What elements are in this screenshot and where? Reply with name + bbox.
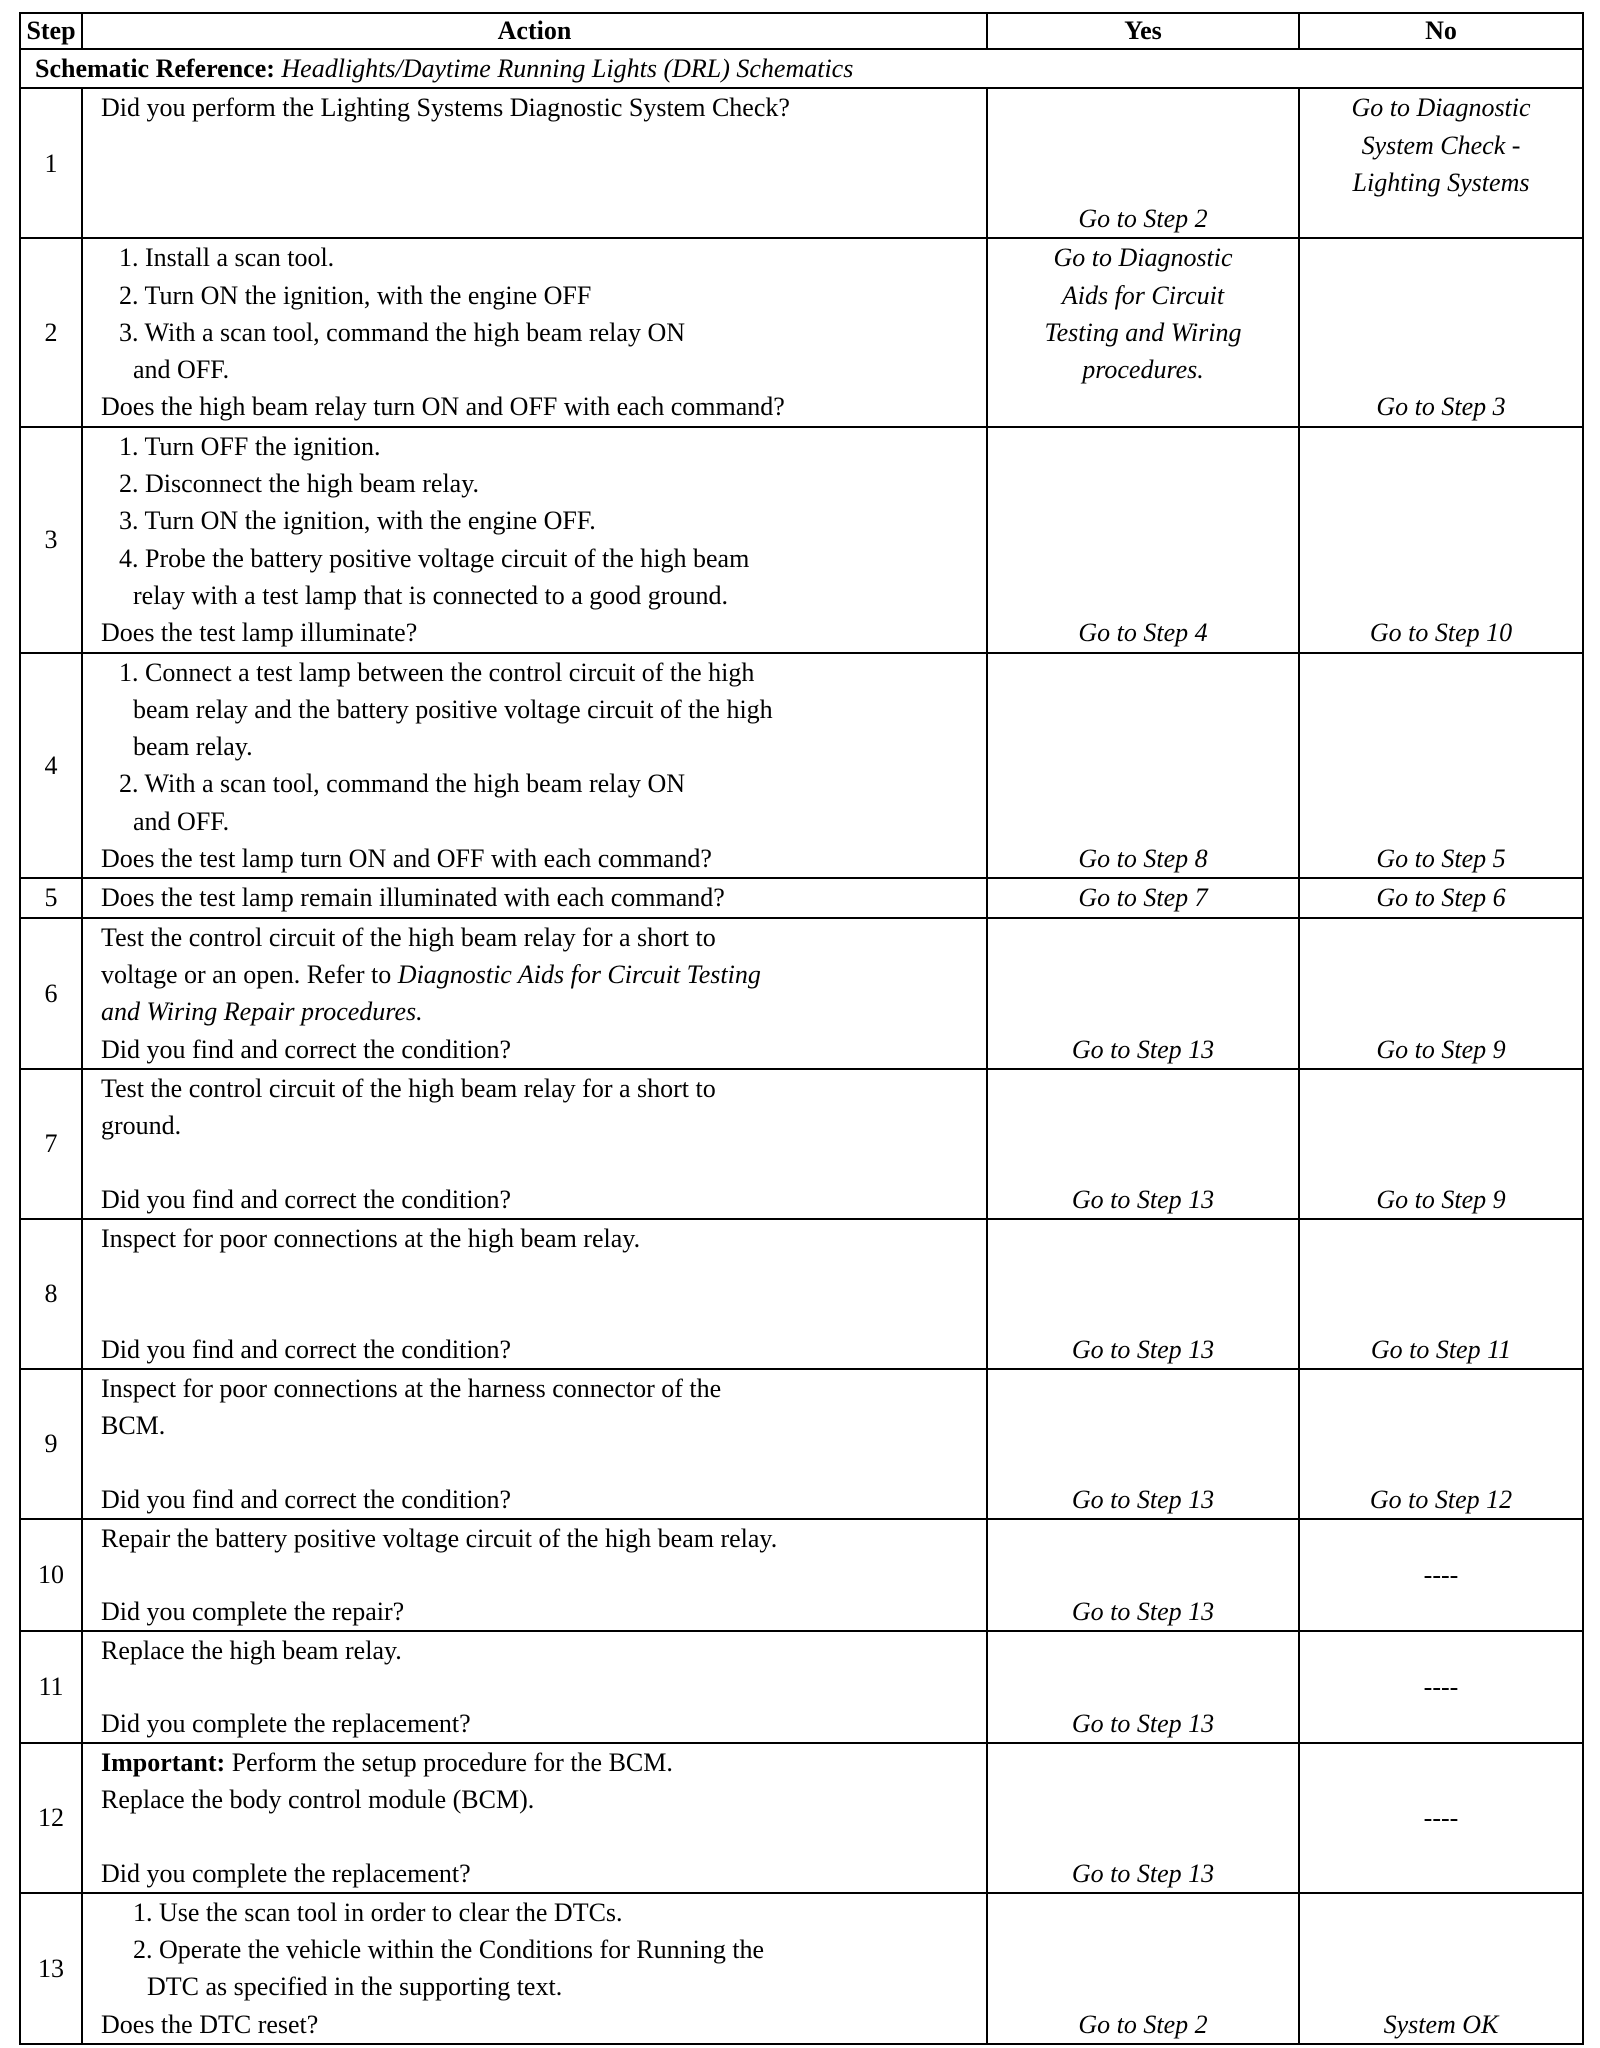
question-text: Does the high beam relay turn ON and OFF with each command?: [101, 392, 785, 422]
no-link: Go to Step 5: [1376, 844, 1506, 874]
yes-link-line: procedures.: [1082, 355, 1204, 385]
yes-link: Go to Step 7: [1078, 883, 1208, 913]
action-cell: [82, 918, 987, 1069]
question-text: Did you find and correct the condition?: [101, 1184, 512, 1214]
yes-link-line: Testing and Wiring: [1044, 317, 1242, 347]
no-cell: [1299, 653, 1583, 879]
yes-cell: [987, 1069, 1299, 1219]
yes-link-line: Aids for Circuit: [1061, 280, 1225, 310]
no-link: Go to Step 10: [1369, 618, 1513, 648]
action-line: [101, 956, 980, 993]
table-row: [20, 918, 1583, 1069]
no-link-line: Lighting Systems: [1352, 167, 1530, 197]
yes-cell: [987, 878, 1299, 917]
table-row: [20, 1893, 1583, 2044]
important-label: Important:: [101, 1747, 226, 1777]
step-number: 2: [20, 238, 82, 426]
table-row: [20, 1519, 1583, 1631]
table-row: [20, 1219, 1583, 1369]
no-link: ----: [1423, 1560, 1459, 1590]
schematic-value: Headlights/Daytime Running Lights (DRL) Schematics: [281, 54, 854, 83]
yes-link: Go to Step 4: [1078, 618, 1208, 648]
table-row: [20, 1069, 1583, 1219]
question-text: Did you find and correct the condition?: [101, 1034, 512, 1064]
action-line: 3. With a scan tool, command the high beam relay ON: [119, 317, 685, 347]
no-cell: [1299, 88, 1583, 238]
no-link: Go to Step 9: [1376, 1034, 1506, 1064]
yes-link: Go to Step 2: [1078, 2009, 1208, 2039]
action-line: Test the control circuit of the high beam relay for a short to: [101, 922, 716, 952]
action-cell: [82, 1069, 987, 1219]
action-line: Replace the body control module (BCM).: [101, 1785, 535, 1815]
schematic-label: Schematic Reference:: [35, 54, 275, 83]
no-cell: [1299, 878, 1583, 917]
no-cell: [1299, 427, 1583, 653]
no-link: Go to Step 12: [1369, 1484, 1513, 1514]
table-row: [20, 238, 1583, 426]
action-line: 1. Use the scan tool in order to clear the DTCs.: [133, 1897, 623, 1927]
schematic-row: [20, 49, 1583, 88]
action-cell: [82, 1743, 987, 1893]
reference-link: and Wiring Repair procedures.: [101, 997, 423, 1027]
action-line: relay with a test lamp that is connected to a good ground.: [133, 580, 728, 610]
action-line: and OFF.: [133, 806, 230, 836]
action-line: Inspect for poor connections at the harness connector of the: [101, 1373, 722, 1403]
action-line: Test the control circuit of the high beam relay for a short to: [101, 1073, 716, 1103]
yes-link: Go to Step 13: [1071, 1184, 1215, 1214]
action-cell: [82, 1893, 987, 2044]
no-link-line: Go to Diagnostic: [1351, 93, 1531, 123]
action-line: BCM.: [101, 1411, 166, 1441]
action-cell: [82, 238, 987, 426]
step-number: 10: [20, 1519, 82, 1631]
action-cell: [82, 88, 987, 238]
question-text: Did you complete the repair?: [101, 1596, 405, 1626]
action-line: 2. With a scan tool, command the high beam relay ON: [119, 769, 685, 799]
question-text: Did you find and correct the condition?: [101, 1484, 512, 1514]
yes-link: Go to Step 13: [1071, 1858, 1215, 1888]
header-action: Action: [82, 13, 987, 49]
action-line: 2. Operate the vehicle within the Conditions for Running the: [133, 1935, 765, 1965]
action-cell: [82, 1219, 987, 1369]
no-link: ----: [1423, 1672, 1459, 1702]
yes-cell: [987, 1893, 1299, 2044]
table-row: [20, 878, 1583, 917]
no-link: Go to Step 3: [1376, 392, 1506, 422]
yes-link: Go to Step 13: [1071, 1708, 1215, 1738]
step-number: 6: [20, 918, 82, 1069]
step-number: 5: [20, 878, 82, 917]
yes-cell: [987, 653, 1299, 879]
action-line: [101, 1744, 980, 1781]
action-cell: [82, 427, 987, 653]
no-cell: [1299, 1519, 1583, 1631]
action-line: Replace the high beam relay.: [101, 1635, 402, 1665]
action-line: 1. Turn OFF the ignition.: [119, 431, 381, 461]
no-cell: [1299, 238, 1583, 426]
action-line: Repair the battery positive voltage circuit of the high beam relay.: [101, 1523, 778, 1553]
step-number: 4: [20, 653, 82, 879]
step-number: 9: [20, 1369, 82, 1519]
yes-link-line: Go to Diagnostic: [1053, 243, 1233, 273]
no-link: System OK: [1383, 2009, 1499, 2039]
step-number: 7: [20, 1069, 82, 1219]
table-row: [20, 1369, 1583, 1519]
action-cell: [82, 1519, 987, 1631]
important-text: Perform the setup procedure for the BCM.: [225, 1747, 673, 1777]
yes-link: Go to Step 13: [1071, 1034, 1215, 1064]
step-number: 8: [20, 1219, 82, 1369]
question-text: Did you perform the Lighting Systems Diagnostic System Check?: [101, 93, 790, 123]
question-text: Did you complete the replacement?: [101, 1708, 471, 1738]
table-row: [20, 653, 1583, 879]
table-row: [20, 88, 1583, 238]
action-line: ground.: [101, 1111, 182, 1141]
yes-cell: [987, 1519, 1299, 1631]
question-text: Does the test lamp turn ON and OFF with each command?: [101, 844, 712, 874]
header-no: No: [1299, 13, 1583, 49]
header-yes: Yes: [987, 13, 1299, 49]
action-line: beam relay and the battery positive voltage circuit of the high: [133, 694, 773, 724]
reference-link: Diagnostic Aids for Circuit Testing: [397, 959, 761, 989]
question-text: Did you find and correct the condition?: [101, 1334, 512, 1364]
no-cell: [1299, 1893, 1583, 2044]
yes-link: Go to Step 13: [1071, 1484, 1215, 1514]
no-cell: [1299, 1743, 1583, 1893]
yes-cell: [987, 238, 1299, 426]
action-line: Inspect for poor connections at the high beam relay.: [101, 1223, 641, 1253]
step-number: 13: [20, 1893, 82, 2044]
yes-link: Go to Step 2: [1078, 204, 1208, 233]
action-line: 3. Turn ON the ignition, with the engine OFF.: [119, 506, 596, 536]
table-row: [20, 1631, 1583, 1743]
action-line: 1. Install a scan tool.: [119, 243, 335, 273]
action-line: 4. Probe the battery positive voltage circuit of the high beam: [119, 543, 750, 573]
no-link: Go to Step 9: [1376, 1184, 1506, 1214]
yes-link: Go to Step 13: [1071, 1334, 1215, 1364]
question-text: Does the test lamp remain illuminated with each command?: [101, 883, 725, 913]
no-cell: [1299, 1631, 1583, 1743]
no-cell: [1299, 918, 1583, 1069]
action-cell: [82, 878, 987, 917]
table-row: [20, 427, 1583, 653]
no-link: Go to Step 6: [1376, 883, 1506, 913]
action-line: 2. Disconnect the high beam relay.: [119, 469, 480, 499]
diagnostic-table: [19, 12, 1584, 2045]
question-text: Does the DTC reset?: [101, 2009, 319, 2039]
yes-link: Go to Step 13: [1071, 1596, 1215, 1626]
yes-cell: [987, 1631, 1299, 1743]
step-number: 12: [20, 1743, 82, 1893]
no-cell: [1299, 1069, 1583, 1219]
yes-cell: [987, 918, 1299, 1069]
no-cell: [1299, 1369, 1583, 1519]
header-row: [20, 13, 1583, 49]
action-cell: [82, 653, 987, 879]
table-row: [20, 1743, 1583, 1893]
yes-cell: [987, 88, 1299, 238]
no-link: Go to Step 11: [1370, 1334, 1512, 1364]
no-link-line: System Check -: [1361, 130, 1521, 160]
action-line: 2. Turn ON the ignition, with the engine OFF: [119, 280, 592, 310]
action-line: and OFF.: [133, 355, 230, 385]
yes-cell: [987, 1219, 1299, 1369]
action-line: 1. Connect a test lamp between the control circuit of the high: [119, 657, 755, 687]
yes-link: Go to Step 8: [1078, 844, 1208, 874]
header-step: Step: [20, 13, 82, 49]
action-line: beam relay.: [133, 732, 253, 762]
yes-cell: [987, 1743, 1299, 1893]
step-number: 11: [20, 1631, 82, 1743]
schematic-reference: [20, 49, 1583, 88]
action-line: DTC as specified in the supporting text.: [147, 1972, 563, 2002]
no-link: ----: [1423, 1803, 1459, 1833]
action-cell: [82, 1369, 987, 1519]
step-number: 1: [20, 88, 82, 238]
yes-cell: [987, 427, 1299, 653]
no-cell: [1299, 1219, 1583, 1369]
step-number: 3: [20, 427, 82, 653]
yes-cell: [987, 1369, 1299, 1519]
question-text: Did you complete the replacement?: [101, 1858, 471, 1888]
refer-text: voltage or an open. Refer to: [101, 959, 398, 989]
question-text: Does the test lamp illuminate?: [101, 618, 418, 648]
action-cell: [82, 1631, 987, 1743]
